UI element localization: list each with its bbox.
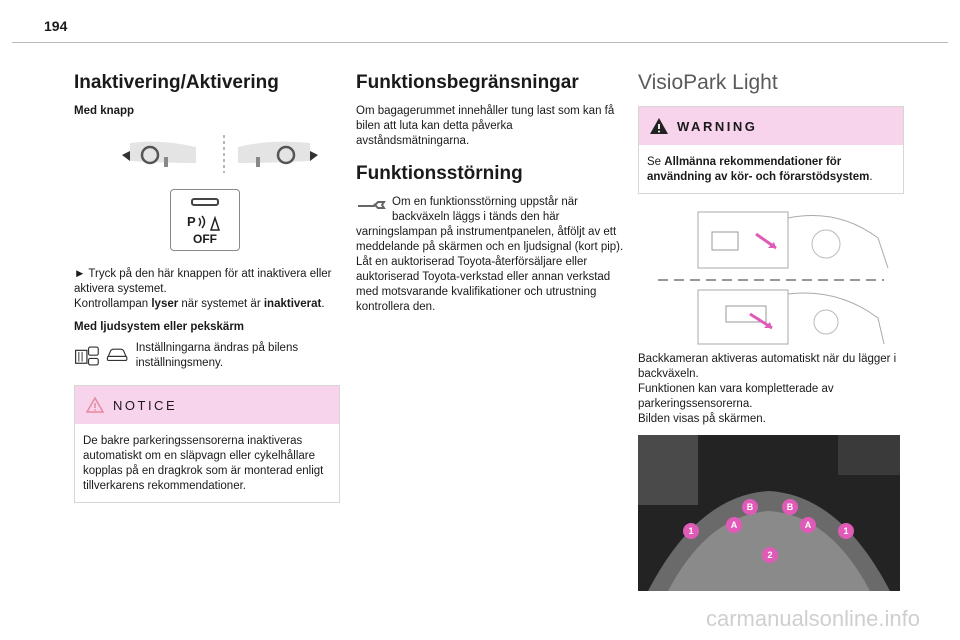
notice-text: De bakre parkeringssensorerna inaktiveras automatiskt om en släpvagn eller cykelhållare kopplas på en dragkrok som är monterad enligt tillverkarens rekommendationer. <box>83 435 324 492</box>
touchscreen-settings-icon <box>74 341 101 371</box>
column-2 <box>356 70 624 315</box>
header-rule <box>12 42 948 43</box>
marker-a-right: A <box>800 517 816 533</box>
camera-text-2: Funktionen kan vara kompletterade av parkeringssensorerna. <box>638 383 834 410</box>
subheading-audio: Med ljudsystem eller pekskärm <box>74 321 245 333</box>
camera-text-3: Bilden visas på skärmen. <box>638 413 766 425</box>
malfunction-text-1: Om en funktionsstörning uppstår när backväxeln läggs i tänds den här varningslampan på instrumentpanelen, åtföljt av ett meddelande på skärmen och en ljudsignal (kort pip). <box>356 196 624 253</box>
marker-b-right: B <box>782 499 798 515</box>
off-label: OFF <box>193 232 217 246</box>
settings-row <box>74 341 340 371</box>
footer-watermark: carmanualsonline.info <box>705 606 920 631</box>
notice-title: NOTICE <box>113 397 178 413</box>
section-title-limitations: Funktionsbegränsningar <box>356 72 579 93</box>
column-3 <box>638 70 904 591</box>
parking-sensor-icon <box>185 212 225 234</box>
limitations-text: Om bagagerummet innehåller tung last som kan få bilen att luta kan detta påverka avståndsmätningarna. <box>356 105 615 147</box>
svg-text:P: P <box>187 214 196 229</box>
marker-a-left: A <box>726 517 742 533</box>
warning-header <box>639 107 903 145</box>
section-title-visiopark: VisioPark Light <box>638 71 778 94</box>
park-off-button-illustration <box>170 189 240 251</box>
notice-header <box>75 386 339 424</box>
malfunction-text-2: Låt en auktoriserad Toyota-återförsäljare eller auktoriserad Toyota-verkstad eller annan verkstad med motsvarande kvalifikationer och utrustning kontrollera den. <box>356 256 611 313</box>
marker-1-left: 1 <box>683 523 699 539</box>
malfunction-block <box>356 195 624 315</box>
dashboard-illustration <box>74 133 340 177</box>
rear-camera-view-image <box>638 435 900 591</box>
caution-triangle-icon <box>85 396 105 414</box>
warning-text: Se Allmänna rekommendationer för användning av kör- och förarstödsystem. <box>647 156 873 183</box>
lamp-text: Kontrollampan lyser när systemet är inaktiverat. <box>74 298 325 310</box>
wrench-icon <box>356 197 386 211</box>
column-1 <box>74 70 340 503</box>
page-number: 194 <box>44 18 68 34</box>
marker-1-right: 1 <box>838 523 854 539</box>
marker-2: 2 <box>762 547 778 563</box>
step-instruction: ► Tryck på den här knappen för att inaktivera eller aktivera systemet. <box>74 268 332 295</box>
warning-triangle-icon <box>649 117 669 135</box>
rear-camera-location-illustration <box>638 208 904 346</box>
section-title-deactivation: Inaktivering/Aktivering <box>74 72 279 93</box>
section-title-malfunction: Funktionsstörning <box>356 163 523 184</box>
marker-b-left: B <box>742 499 758 515</box>
car-icon <box>105 341 129 367</box>
camera-text-1: Backkameran aktiveras automatiskt när du lägger i backväxeln. <box>638 353 897 380</box>
subheading-button: Med knapp <box>74 105 135 117</box>
notice-box <box>74 385 340 503</box>
warning-box <box>638 106 904 194</box>
warning-title: WARNING <box>677 118 758 134</box>
settings-text: Inställningarna ändras på bilens inställningsmeny. <box>135 342 299 369</box>
